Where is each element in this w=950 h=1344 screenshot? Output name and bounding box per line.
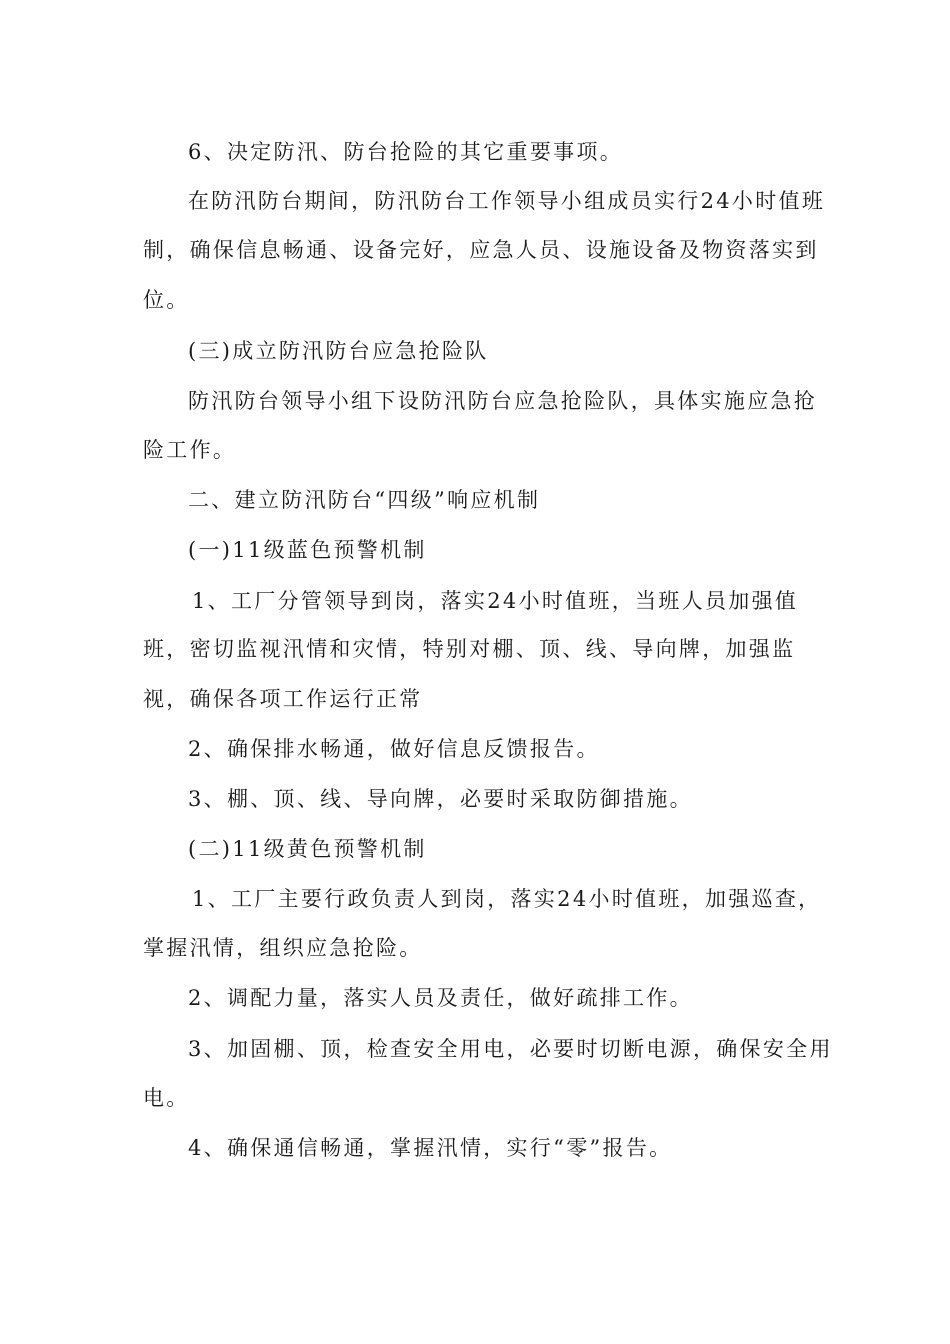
paragraph-line: 电。 <box>143 1086 190 1110</box>
section-heading: (一)11级蓝色预警机制 <box>188 538 427 562</box>
paragraph-line: 6、决定防汛、防台抢险的其它重要事项。 <box>188 140 624 164</box>
section-heading: (二)11级黄色预警机制 <box>188 837 427 861</box>
paragraph-line: 4、确保通信畅通，掌握汛情，实行“零”报告。 <box>188 1136 673 1160</box>
section-heading: (三)成立防汛防台应急抢险队 <box>188 339 489 363</box>
paragraph-line: 3、加固棚、顶，检查安全用电，必要时切断电源，确保安全用 <box>188 1037 833 1061</box>
paragraph-line: 视，确保各项工作运行正常 <box>143 687 423 711</box>
paragraph-line: 制，确保信息畅通、设备完好，应急人员、设施设备及物资落实到 <box>143 238 819 262</box>
paragraph-line: 掌握汛情，组织应急抢险。 <box>143 936 423 960</box>
paragraph-line: 2、调配力量，落实人员及责任，做好疏排工作。 <box>188 986 693 1010</box>
paragraph-line: 2、确保排水畅通，做好信息反馈报告。 <box>188 737 600 761</box>
paragraph-line: 险工作。 <box>143 438 237 462</box>
paragraph-line: 防汛防台领导小组下设防汛防台应急抢险队，具体实施应急抢 <box>188 389 818 413</box>
paragraph-line: 1、工厂分管领导到岗，落实24小时值班，当班人员加强值 <box>192 589 799 613</box>
paragraph-line: 1、工厂主要行政负责人到岗，落实24小时值班，加强巡查， <box>192 887 822 911</box>
paragraph-line: 在防汛防台期间，防汛防台工作领导小组成员实行24小时值班 <box>188 189 826 213</box>
section-heading: 二、建立防汛防台“四级”响应机制 <box>188 488 541 512</box>
paragraph-line: 班，密切监视汛情和灾情，特别对棚、顶、线、导向牌，加强监 <box>143 637 796 661</box>
paragraph-line: 3、棚、顶、线、导向牌，必要时采取防御措施。 <box>188 787 693 811</box>
paragraph-line: 位。 <box>143 288 190 312</box>
